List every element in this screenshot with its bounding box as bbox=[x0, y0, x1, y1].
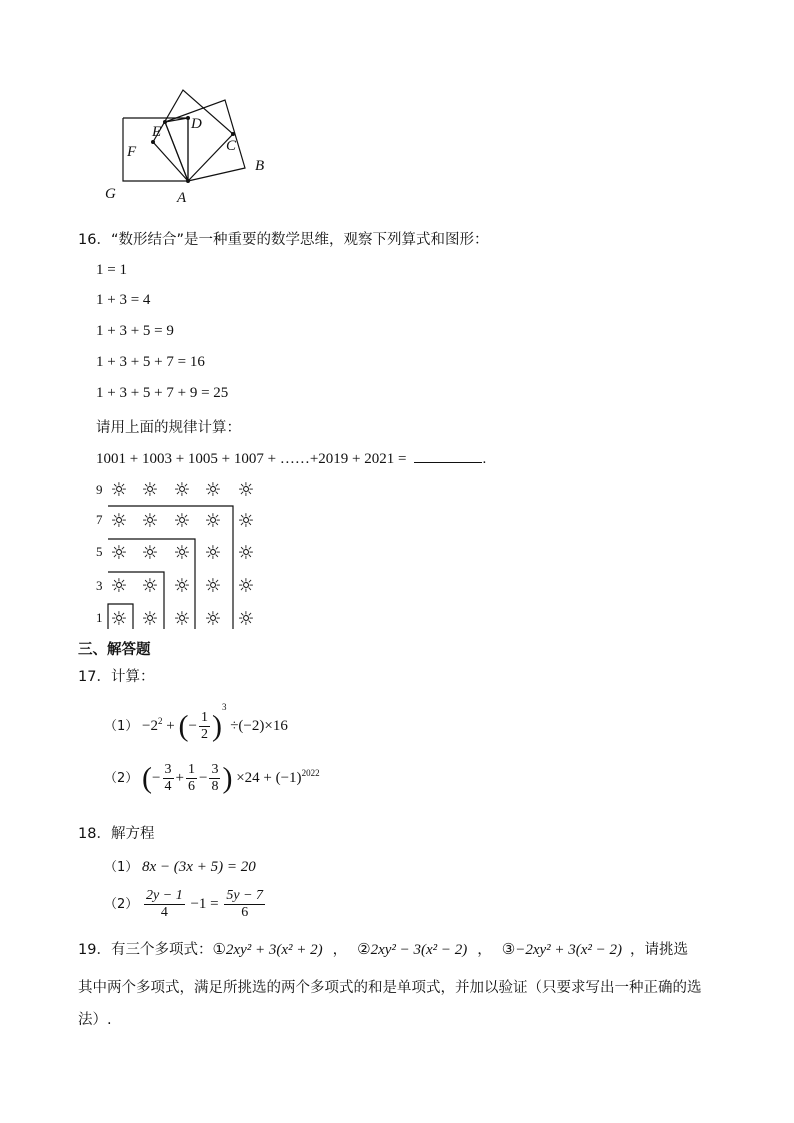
q17-p1-base: −2 bbox=[142, 718, 158, 734]
q19-line3: 法）. bbox=[78, 1012, 112, 1028]
q16-eq-3: 1 + 3 + 5 = 9 bbox=[96, 323, 174, 339]
q19-tail: ，请挑选 bbox=[630, 942, 689, 958]
sun-icon: ☼ bbox=[204, 575, 222, 597]
q17-p1-neg: − bbox=[188, 718, 197, 734]
q16-intro: “数形结合”是一种重要的数学思维，观察下列算式和图形： bbox=[110, 232, 489, 248]
section-heading: 三、解答题 bbox=[78, 642, 151, 658]
row-label-5: 5 bbox=[96, 544, 103, 559]
q19-intro: 有三个多项式： bbox=[110, 942, 213, 958]
q17-p1-label: （1） bbox=[104, 719, 139, 734]
label-C: C bbox=[226, 138, 237, 154]
q17-part2: （2） (− $\frac{3}{4}$ + $\frac{1}{6}$ − $\frac{3}{8}$ ) $\times 24 + (-1)^{2022}$ bbox=[104, 761, 320, 795]
sun-icon: ☼ bbox=[237, 479, 255, 501]
q16-intro-line bbox=[78, 228, 488, 249]
sun-icon: ☼ bbox=[141, 479, 159, 501]
q18-number: 18． bbox=[78, 826, 111, 842]
q16-eq-5: 1 + 3 + 5 + 7 + 9 = 25 bbox=[96, 385, 229, 401]
sun-icon: ☼ bbox=[110, 575, 128, 597]
q17-p2-label: （2） bbox=[104, 770, 139, 786]
sun-icon: ☼ bbox=[173, 510, 191, 532]
sun-icon: ☼ bbox=[204, 542, 222, 564]
q18-p1-equation: 8x − (3x + 5) = 20 bbox=[142, 859, 256, 875]
q16-number: 16． bbox=[78, 232, 111, 248]
label-A: A bbox=[177, 190, 187, 206]
q18-part2: （2） $\frac{2y - 1}{4}$ −1 = $\frac{5y - 7}{6}$ bbox=[104, 888, 264, 920]
row-label-7: 7 bbox=[96, 512, 103, 527]
sun-icon: ☼ bbox=[141, 510, 159, 532]
sun-icon: ☼ bbox=[237, 542, 255, 564]
q16-prompt: 请用上面的规律计算： bbox=[96, 420, 241, 436]
q16-end-period: . bbox=[482, 451, 487, 467]
q17-p1-paren-exp: 3 bbox=[221, 702, 227, 712]
sun-icon: ☼ bbox=[141, 542, 159, 564]
square-tilted-1 bbox=[153, 90, 233, 181]
label-D: D bbox=[191, 116, 202, 132]
q16-expression-line bbox=[96, 448, 486, 468]
sun-icon: ☼ bbox=[110, 479, 128, 501]
odd-sum-grid-figure bbox=[92, 476, 272, 632]
sun-icon: ☼ bbox=[173, 542, 191, 564]
q17-p1-rest: ÷(−2)×16 bbox=[230, 718, 288, 734]
q19-poly1: 2xy² + 3(x² + 2) bbox=[225, 942, 323, 958]
label-E: E bbox=[152, 124, 162, 140]
sun-icon: ☼ bbox=[110, 542, 128, 564]
sun-icon: ☼ bbox=[204, 608, 222, 630]
sun-icon: ☼ bbox=[204, 479, 222, 501]
sun-icon: ☼ bbox=[204, 510, 222, 532]
label-F: F bbox=[127, 144, 137, 160]
q17-p1-frac: $\frac{1}{2}$ bbox=[200, 710, 208, 743]
q19-number: 19． bbox=[78, 942, 111, 958]
q19-line2: 其中两个多项式，满足所挑选的两个多项式的和是单项式，并加以验证（只要求写出一种正确的选 bbox=[78, 980, 702, 996]
q16-answer-blank[interactable] bbox=[414, 448, 482, 463]
q17-title-line bbox=[78, 665, 154, 686]
q17-p2-rest: ×24 + (−1) bbox=[236, 769, 302, 786]
sun-icon: ☼ bbox=[237, 510, 255, 532]
row-label-3: 3 bbox=[96, 578, 103, 593]
sun-icon: ☼ bbox=[141, 608, 159, 630]
geometry-figure-squares bbox=[95, 80, 285, 210]
q16-expression: 1001 + 1003 + 1005 + 1007 + ……+2019 + 2021 = bbox=[96, 451, 407, 467]
sun-icon: ☼ bbox=[110, 608, 128, 630]
q16-eq-2: 1 + 3 = 4 bbox=[96, 292, 151, 308]
q17-p2-exp: 2022 bbox=[301, 767, 320, 778]
q18-part1: （1） 8x − (3x + 5) = 20 bbox=[104, 859, 256, 875]
q19-line1: 19．有三个多项式：①2xy² + 3(x² + 2) ， ②2xy² − 3(x² − 2) ， ③−2xy² + 3(x² − 2) ，请挑选 bbox=[78, 940, 689, 958]
q17-number: 17． bbox=[78, 669, 111, 685]
q18-title-line bbox=[78, 822, 154, 843]
q16-eq-4: 1 + 3 + 5 + 7 = 16 bbox=[96, 354, 205, 370]
sun-icon: ☼ bbox=[173, 479, 191, 501]
sun-icon: ☼ bbox=[173, 608, 191, 630]
sun-icon: ☼ bbox=[110, 510, 128, 532]
label-G: G bbox=[105, 186, 116, 202]
label-B: B bbox=[255, 158, 265, 174]
q17-title: 计算： bbox=[110, 669, 155, 685]
q16-eq-1: 1 = 1 bbox=[96, 262, 127, 278]
row-label-9: 9 bbox=[96, 482, 103, 497]
q17-p1-plus: + bbox=[166, 718, 175, 734]
sun-icon: ☼ bbox=[141, 575, 159, 597]
q19-poly2: 2xy² − 3(x² − 2) bbox=[370, 942, 468, 958]
q19-poly3: −2xy² + 3(x² − 2) bbox=[515, 942, 623, 958]
sun-icon: ☼ bbox=[237, 608, 255, 630]
q17-p1-exp: 2 bbox=[158, 716, 163, 726]
q18-title: 解方程 bbox=[110, 826, 155, 842]
sun-icon: ☼ bbox=[173, 575, 191, 597]
q17-part1: $(1) -2^2$ + (− $\frac{1}{2}$ )$^3$ ÷(−2)×16 bbox=[104, 702, 288, 743]
row-label-1: 1 bbox=[96, 610, 103, 625]
sun-icon: ☼ bbox=[237, 575, 255, 597]
